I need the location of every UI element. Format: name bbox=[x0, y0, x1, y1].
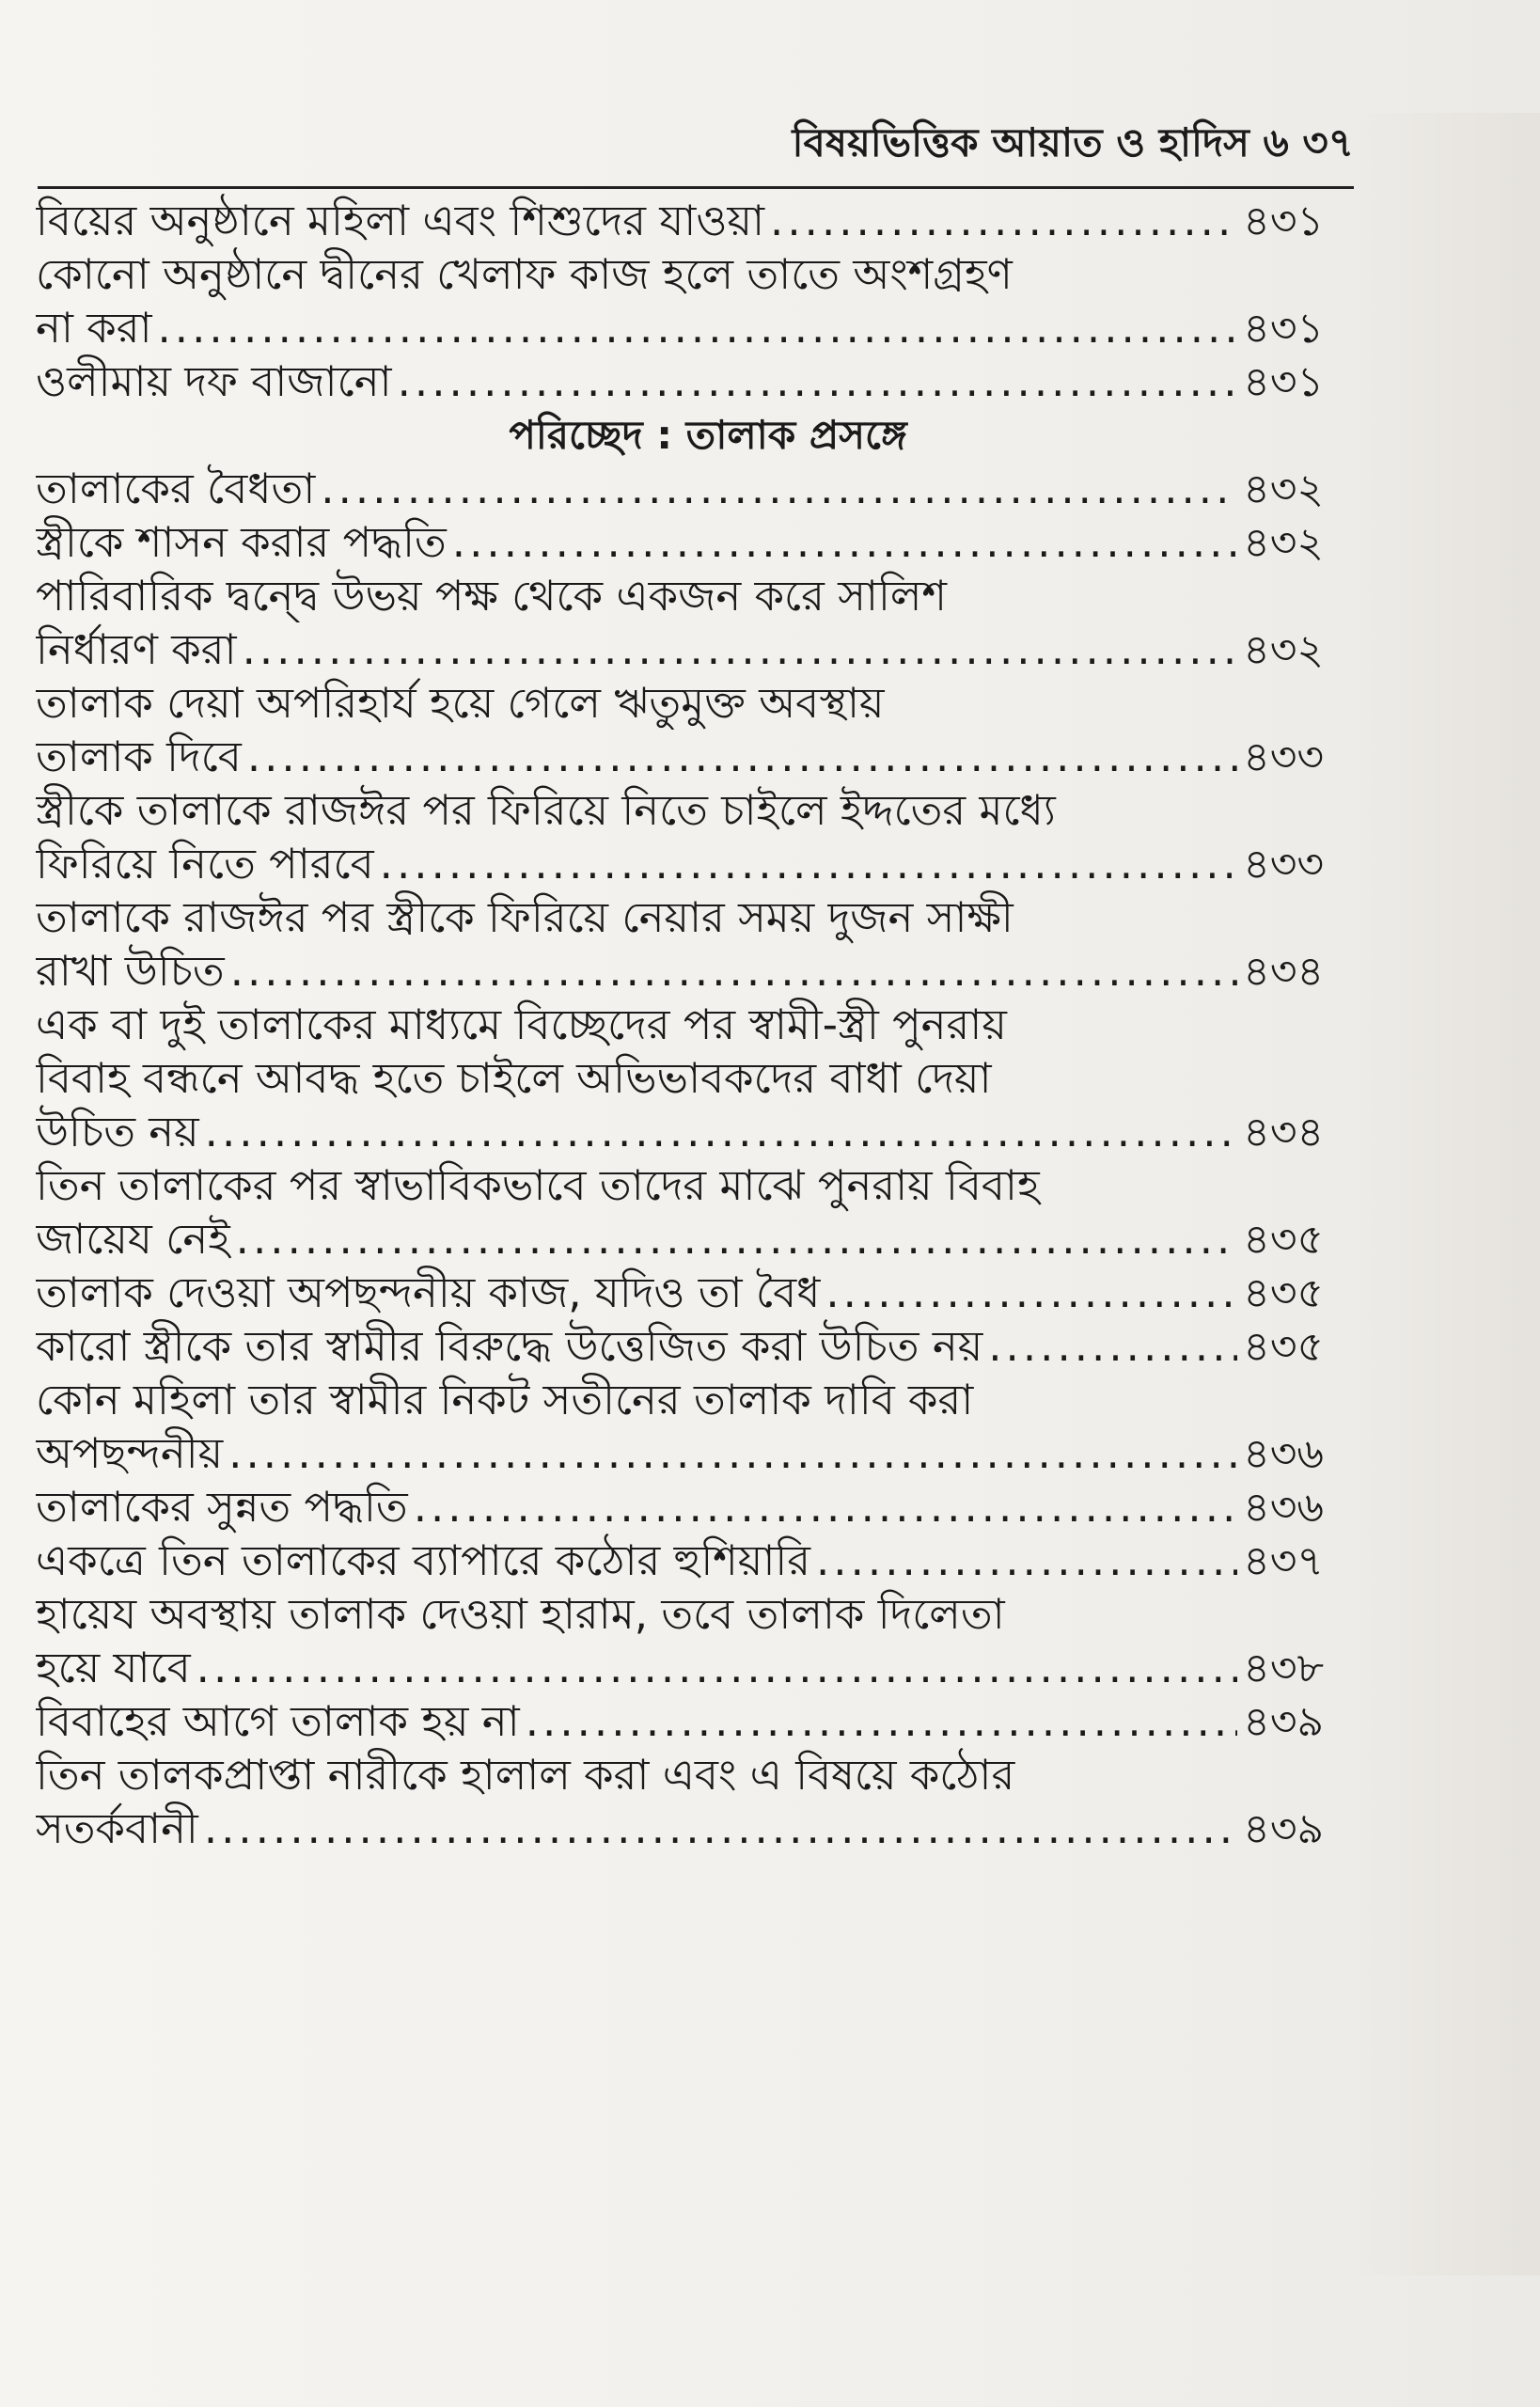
entry-title: তালাকের বৈধতা bbox=[36, 464, 316, 513]
leader-dots bbox=[414, 1480, 1238, 1534]
toc-entry bbox=[36, 194, 1324, 247]
entry-title: তিন তালকপ্রাপ্তা নারীকে হালাল করা এবং এ বিষয়ে কঠোর bbox=[36, 1750, 1015, 1800]
toc-entry bbox=[36, 1051, 1324, 1105]
toc-entry bbox=[36, 1158, 1324, 1212]
entry-title: কোনো অনুষ্ঠানে দ্বীনের খেলাফ কাজ হলে তাতে অংশগ্রহণ bbox=[36, 249, 1013, 299]
entry-title: তিন তালাকের পর স্বাভাবিকভাবে তাদের মাঝে পুনরায় বিবাহ bbox=[36, 1160, 1040, 1210]
leader-dots bbox=[452, 515, 1237, 569]
toc-entry bbox=[36, 730, 1324, 783]
toc-entry bbox=[36, 1534, 1324, 1587]
running-header bbox=[38, 111, 1354, 189]
leader-dots bbox=[204, 1801, 1237, 1855]
entry-title: হায়েয অবস্থায় তালাক দেওয়া হারাম, তবে তালাক দিলেতা bbox=[36, 1589, 1005, 1639]
leader-dots bbox=[770, 194, 1237, 247]
table-of-contents bbox=[36, 194, 1324, 1855]
toc-entry bbox=[36, 1587, 1324, 1641]
toc-entry bbox=[36, 1212, 1324, 1266]
entry-page: ৪৩৪ bbox=[1243, 1109, 1324, 1156]
entry-title: বিবাহের আগে তালাক হয় না bbox=[36, 1696, 520, 1746]
entry-page: ৪৩৪ bbox=[1243, 948, 1324, 996]
leader-dots bbox=[380, 837, 1238, 890]
entry-title: স্ত্রীকে শাসন করার পদ্ধতি bbox=[36, 517, 447, 567]
toc-entry bbox=[36, 783, 1324, 837]
leader-dots bbox=[236, 1212, 1238, 1266]
leader-dots bbox=[526, 1694, 1238, 1748]
toc-entry bbox=[36, 1373, 1324, 1426]
toc-entry bbox=[36, 569, 1324, 622]
entry-title: রাখা উচিত bbox=[36, 946, 225, 996]
toc-entry bbox=[36, 1801, 1324, 1855]
entry-title: জায়েয নেই bbox=[36, 1214, 230, 1264]
entry-page: ৪৩১ bbox=[1243, 358, 1324, 406]
toc-entry bbox=[36, 1105, 1324, 1158]
toc-entry bbox=[36, 676, 1324, 730]
entry-title: তালাক দেয়া অপরিহার্য হয়ে গেলে ঋতুমুক্ত অবস্থায় bbox=[36, 678, 885, 728]
toc-entry bbox=[36, 1748, 1324, 1801]
toc-entry bbox=[36, 354, 1324, 408]
entry-title: কোন মহিলা তার স্বামীর নিকট সতীনের তালাক দাবি করা bbox=[36, 1375, 974, 1424]
entry-page: ৪৩২ bbox=[1243, 465, 1324, 513]
entry-title: ফিরিয়ে নিতে পারবে bbox=[36, 839, 374, 889]
toc-entry bbox=[36, 515, 1324, 569]
leader-dots bbox=[825, 1266, 1237, 1319]
toc-entry bbox=[36, 1426, 1324, 1480]
entry-title: তালাক দেওয়া অপছন্দনীয় কাজ, যদিও তা বৈধ bbox=[36, 1267, 821, 1317]
entry-page: ৪৩৭ bbox=[1243, 1537, 1324, 1585]
leader-dots bbox=[816, 1534, 1237, 1587]
entry-title: নির্ধারণ করা bbox=[36, 624, 237, 674]
leader-dots bbox=[230, 944, 1238, 998]
leader-dots bbox=[243, 622, 1238, 676]
entry-page: ৪৩৩ bbox=[1243, 733, 1324, 781]
leader-dots bbox=[988, 1319, 1237, 1373]
toc-entry bbox=[36, 1319, 1324, 1373]
entry-page: ৪৩২ bbox=[1243, 519, 1324, 567]
entry-title: সতর্কবানী bbox=[36, 1803, 198, 1853]
leader-dots bbox=[321, 462, 1237, 515]
toc-entry bbox=[36, 998, 1324, 1051]
entry-page: ৪৩৩ bbox=[1243, 841, 1324, 889]
toc-entry bbox=[36, 1480, 1324, 1534]
entry-title: উচিত নয় bbox=[36, 1107, 199, 1156]
toc-entry bbox=[36, 301, 1324, 354]
entry-title: পারিবারিক দ্বন্দ্বে উভয় পক্ষ থেকে একজন করে সালিশ bbox=[36, 571, 947, 621]
toc-entry bbox=[36, 247, 1324, 301]
entry-title: একত্রে তিন তালাকের ব্যাপারে কঠোর হুশিয়ারি bbox=[36, 1535, 810, 1585]
entry-page: ৪৩৬ bbox=[1243, 1484, 1324, 1532]
entry-page: ৪৩৬ bbox=[1243, 1430, 1324, 1478]
header-title: বিষয়ভিত্তিক আয়াত ও হাদিস ৬ ৩৭ bbox=[792, 119, 1354, 165]
page-bleed-through bbox=[1354, 113, 1540, 2275]
leader-dots bbox=[205, 1105, 1238, 1158]
leader-dots bbox=[398, 354, 1238, 408]
toc-entry bbox=[36, 1694, 1324, 1748]
entry-title: বিয়ের অনুষ্ঠানে মহিলা এবং শিশুদের যাওয়া bbox=[36, 196, 765, 245]
entry-page: ৪৩৫ bbox=[1243, 1216, 1324, 1264]
section-heading: পরিচ্ছেদ : তালাক প্রসঙ্গে bbox=[509, 412, 907, 458]
entry-page: ৪৩১ bbox=[1243, 305, 1324, 353]
entry-page: ৪৩১ bbox=[1243, 197, 1324, 245]
leader-dots bbox=[228, 1426, 1237, 1480]
entry-page: ৪৩৯ bbox=[1243, 1698, 1324, 1746]
entry-title: অপছন্দনীয় bbox=[36, 1428, 224, 1478]
toc-entry bbox=[36, 944, 1324, 998]
entry-title: কারো স্ত্রীকে তার স্বামীর বিরুদ্ধে উত্তেজিত করা উচিত নয় bbox=[36, 1321, 983, 1371]
toc-entry bbox=[36, 1266, 1324, 1319]
entry-title: হয়ে যাবে bbox=[36, 1643, 191, 1692]
entry-page: ৪৩৫ bbox=[1243, 1323, 1324, 1371]
entry-page: ৪৩৯ bbox=[1243, 1805, 1324, 1853]
toc-entry bbox=[36, 1641, 1324, 1694]
leader-dots bbox=[247, 730, 1237, 783]
entry-title: বিবাহ বন্ধনে আবদ্ধ হতে চাইলে অভিভাবকদের বাধা দেয়া bbox=[36, 1053, 992, 1103]
entry-title: ওলীমায় দফ বাজানো bbox=[36, 356, 392, 406]
toc-entry bbox=[36, 890, 1324, 944]
entry-title: স্ত্রীকে তালাকে রাজঈর পর ফিরিয়ে নিতে চাইলে ইদ্দতের মধ্যে bbox=[36, 785, 1056, 835]
toc-entry bbox=[36, 622, 1324, 676]
toc-entry bbox=[36, 462, 1324, 515]
leader-dots bbox=[196, 1641, 1238, 1694]
entry-page: ৪৩২ bbox=[1243, 626, 1324, 674]
toc-entry bbox=[36, 837, 1324, 890]
leader-dots bbox=[158, 301, 1238, 354]
entry-title: তালাকের সুন্নত পদ্ধতি bbox=[36, 1482, 408, 1532]
entry-title: তালাকে রাজঈর পর স্ত্রীকে ফিরিয়ে নেয়ার সময় দুজন সাক্ষী bbox=[36, 892, 1014, 942]
entry-page: ৪৩৫ bbox=[1243, 1269, 1324, 1317]
entry-title: এক বা দুই তালাকের মাধ্যমে বিচ্ছেদের পর স্বামী-স্ত্রী পুনরায় bbox=[36, 999, 1007, 1049]
entry-page: ৪৩৮ bbox=[1243, 1644, 1324, 1692]
entry-title: না করা bbox=[36, 303, 152, 353]
entry-title: তালাক দিবে bbox=[36, 732, 242, 781]
